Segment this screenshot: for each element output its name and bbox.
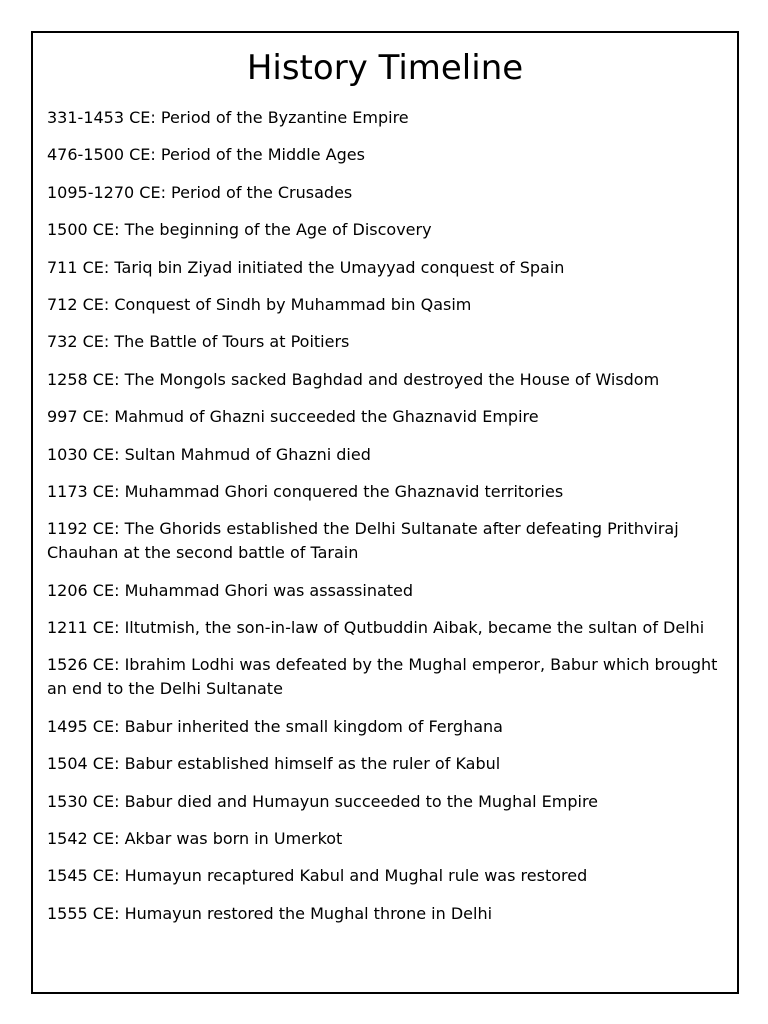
timeline-entry: 1030 CE: Sultan Mahmud of Ghazni died — [47, 444, 371, 464]
timeline-entry: 1504 CE: Babur established himself as the ruler of Kabul — [47, 754, 501, 774]
page-title: History Timeline — [246, 48, 524, 88]
timeline-entry: 1530 CE: Babur died and Humayun succeeded to the Mughal Empire — [47, 791, 599, 811]
timeline-entry: 1258 CE: The Mongols sacked Baghdad and destroyed the House of Wisdom — [47, 369, 660, 389]
timeline-entry: 1211 CE: Iltutmish, the son-in-law of Qutbuddin Aibak, became the sultan of Delhi — [47, 618, 705, 638]
timeline-entry: 732 CE: The Battle of Tours at Poitiers — [47, 332, 350, 352]
timeline-entry: 1545 CE: Humayun recaptured Kabul and Mughal rule was restored — [47, 866, 588, 886]
timeline-entry: 1192 CE: The Ghorids established the Delhi Sultanate after defeating Prithviraj Chauhan at the second battle of Tarain — [47, 519, 679, 563]
timeline-entry: 1542 CE: Akbar was born in Umerkot — [47, 829, 343, 849]
timeline-entry: 1555 CE: Humayun restored the Mughal throne in Delhi — [47, 903, 493, 923]
timeline-entry: 997 CE: Mahmud of Ghazni succeeded the Ghaznavid Empire — [47, 407, 539, 427]
timeline-entry: 1173 CE: Muhammad Ghori conquered the Ghaznavid territories — [47, 481, 564, 501]
timeline-entry: 711 CE: Tariq bin Ziyad initiated the Umayyad conquest of Spain — [47, 257, 565, 277]
timeline-page-frame — [31, 31, 739, 994]
timeline-list — [47, 106, 732, 939]
timeline-entry: 331-1453 CE: Period of the Byzantine Empire — [47, 108, 409, 127]
timeline-entry: 1206 CE: Muhammad Ghori was assassinated — [47, 580, 414, 600]
timeline-entry: 1526 CE: Ibrahim Lodhi was defeated by the Mughal emperor, Babur which brought an end to the Delhi Sultanate — [47, 655, 718, 699]
timeline-entry: 1095-1270 CE: Period of the Crusades — [47, 182, 353, 202]
timeline-entry: 1500 CE: The beginning of the Age of Discovery — [47, 220, 432, 240]
timeline-entry: 1495 CE: Babur inherited the small kingdom of Ferghana — [47, 716, 503, 736]
timeline-entry: 712 CE: Conquest of Sindh by Muhammad bin Qasim — [47, 294, 472, 314]
timeline-entry: 476-1500 CE: Period of the Middle Ages — [47, 145, 365, 165]
